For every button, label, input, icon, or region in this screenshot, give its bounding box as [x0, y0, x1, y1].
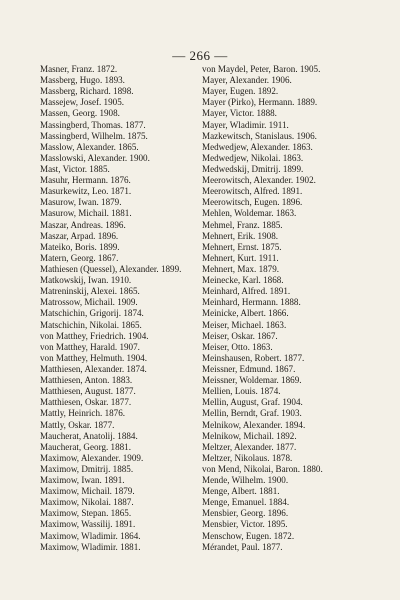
list-item: Mellien, Louis. 1874. [202, 386, 281, 397]
list-item: Meissner, Woldemar. 1869. [202, 375, 302, 386]
list-item: Meinhard, Hermann. 1888. [202, 297, 301, 308]
list-item: Mayer, Wladimir. 1911. [202, 119, 289, 130]
list-item: Meerowitsch, Alexander. 1902. [202, 175, 316, 186]
list-item: Mellin, Berndt, Graf. 1903. [202, 408, 302, 419]
list-item: von Maydel, Peter, Baron. 1905. [202, 64, 321, 74]
list-item: Meinshausen, Robert. 1877. [202, 352, 305, 363]
list-item: Mazkewitsch, Stanislaus. 1906. [202, 130, 317, 141]
list-item: Massberg, Richard. 1898. [40, 86, 134, 97]
list-item: Masuhr, Hermann. 1876. [40, 175, 131, 186]
list-item: von Matthey, Friedrich. 1904. [40, 330, 149, 341]
list-item: Massingberd, Wilhelm. 1875. [40, 130, 148, 141]
list-item: Maximow, Dmitrij. 1885. [40, 463, 134, 474]
list-item: Mehnert, Max. 1879. [202, 263, 280, 274]
list-item: Maucherat, Anatolij. 1884. [40, 430, 138, 441]
left-column [40, 64, 190, 553]
list-item: Masurkewitz, Leo. 1871. [40, 186, 132, 197]
list-item: Matschichin, Grigorij. 1874. [40, 308, 144, 319]
list-item: Masslowski, Alexander. 1900. [40, 152, 150, 163]
list-item: Menge, Emanuel. 1884. [202, 497, 290, 508]
list-item: Meinecke, Karl. 1868. [202, 275, 284, 286]
list-item: Meltzer, Nikolaus. 1878. [202, 452, 293, 463]
list-item: Maximow, Iwan. 1891. [40, 475, 125, 486]
list-item: Menschow, Eugen. 1872. [202, 530, 295, 541]
list-item: Masurow, Michail. 1881. [40, 208, 132, 219]
list-item: Mast, Victor. 1885. [40, 163, 110, 174]
list-item: Meerowitsch, Eugen. 1896. [202, 197, 303, 208]
list-item: Maszar, Arpad. 1896. [40, 230, 119, 241]
list-item: Mattly, Heinrich. 1876. [40, 408, 126, 419]
list-item: Medwedjew, Nikolai. 1863. [202, 152, 304, 163]
list-item: von Matthey, Harald. 1907. [40, 341, 140, 352]
list-item: Mehlen, Woldemar. 1863. [202, 208, 297, 219]
list-item: Mayer, Victor. 1888. [202, 108, 277, 119]
list-item: Mayer, Alexander. 1906. [202, 75, 292, 86]
list-item: Meltzer, Alexander. 1877. [202, 441, 297, 452]
list-item: Meinhard, Alfred. 1891. [202, 286, 291, 297]
list-item: Meinicke, Albert. 1866. [202, 308, 289, 319]
list-item: Mérandet, Paul. 1877. [202, 541, 283, 552]
list-item: Masurow, Iwan. 1879. [40, 197, 122, 208]
list-item: Meissner, Edmund. 1867. [202, 363, 296, 374]
list-item: Matthiesen, Alexander. 1874. [40, 363, 147, 374]
list-item: Massejew, Josef. 1905. [40, 97, 125, 108]
list-item: Meiser, Otto. 1863. [202, 341, 273, 352]
list-item: Maximow, Michail. 1879. [40, 486, 135, 497]
list-item: Matthiesen, Oskar. 1877. [40, 397, 132, 408]
list-item: Mensbier, Georg. 1896. [202, 508, 289, 519]
list-item: Maximow, Wladimir. 1864. [40, 530, 141, 541]
list-item: Mellin, August, Graf. 1904. [202, 397, 303, 408]
list-item: Mattly, Oskar. 1877. [40, 419, 115, 430]
list-item: Matkowskij, Iwan. 1910. [40, 275, 132, 286]
list-item: Mehnert, Kurt. 1911. [202, 252, 279, 263]
list-item: Matthiesen, August. 1877. [40, 386, 136, 397]
list-item: Mensbier, Victor. 1895. [202, 519, 288, 530]
list-item: Maucherat, Georg. 1881. [40, 441, 131, 452]
list-item: Mehnert, Erik. 1908. [202, 230, 279, 241]
list-item: Medwedskij, Dmitrij. 1899. [202, 163, 304, 174]
list-item: Menge, Albert. 1881. [202, 486, 280, 497]
list-item: Masner, Franz. 1872. [40, 64, 118, 74]
list-item: Maszar, Andreas. 1896. [40, 219, 126, 230]
list-item: Matreninskij, Alexei. 1865. [40, 286, 140, 297]
list-item: Masslow, Alexander. 1865. [40, 141, 139, 152]
list-item: Melnikow, Alexander. 1894. [202, 419, 306, 430]
list-item: Medwedjew, Alexander. 1863. [202, 141, 313, 152]
list-item: Meiser, Michael. 1863. [202, 319, 287, 330]
list-item: Maximow, Wassilij. 1891. [40, 519, 136, 530]
list-item: Massberg, Hugo. 1893. [40, 75, 125, 86]
list-item: Mathiesen (Quessel), Alexander. 1899. [40, 263, 182, 274]
list-item: Massen, Georg. 1908. [40, 108, 120, 119]
list-item: Matthiesen, Anton. 1883. [40, 375, 133, 386]
list-item: Mayer, Eugen. 1892. [202, 86, 279, 97]
list-item: Mateiko, Boris. 1899. [40, 241, 120, 252]
list-item: Meerowitsch, Alfred. 1891. [202, 186, 303, 197]
list-item: von Matthey, Helmuth. 1904. [40, 352, 148, 363]
list-item: Matrossow, Michail. 1909. [40, 297, 138, 308]
list-item: Maximow, Stepan. 1865. [40, 508, 132, 519]
list-item: Maximow, Wladimir. 1881. [40, 541, 141, 552]
list-item: Massingberd, Thomas. 1877. [40, 119, 146, 130]
page-number: — 266 — [172, 48, 228, 63]
list-item: Mende, Wilhelm. 1900. [202, 475, 289, 486]
list-item: Maximow, Nikolai. 1887. [40, 497, 134, 508]
list-item: Mayer (Pirko), Hermann. 1889. [202, 97, 318, 108]
list-item: Matschichin, Nikolai. 1865. [40, 319, 142, 330]
list-item: Matern, Georg. 1867. [40, 252, 119, 263]
list-item: Maximow, Alexander. 1909. [40, 452, 144, 463]
list-item: Meiser, Oskar. 1867. [202, 330, 278, 341]
list-item: Mehmel, Franz. 1885. [202, 219, 283, 230]
list-item: Melnikow, Michail. 1892. [202, 430, 297, 441]
list-item: Mehnert, Ernst. 1875. [202, 241, 282, 252]
right-column [202, 64, 352, 553]
list-item: von Mend, Nikolai, Baron. 1880. [202, 463, 323, 474]
